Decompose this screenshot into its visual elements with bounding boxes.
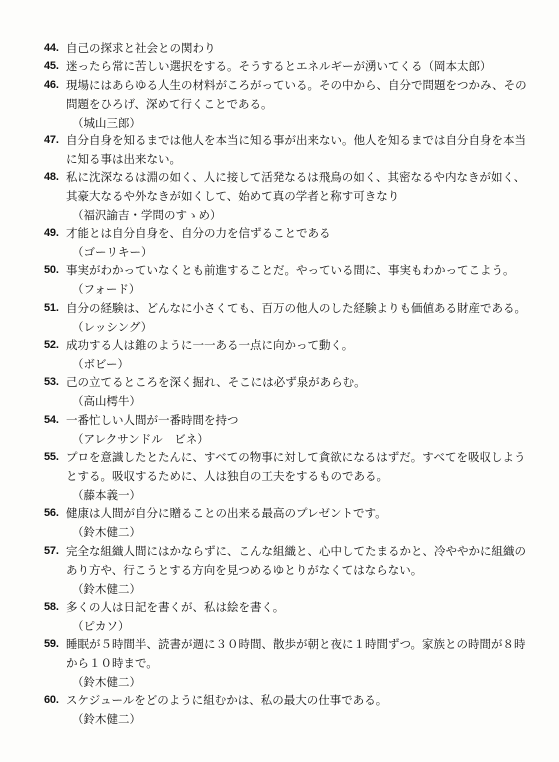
quote-line: あり方や、行こうとする方向を見つめるゆとりがなくてはならない。 xyxy=(66,563,423,577)
quote-line: に知る事は出来ない。 xyxy=(66,152,181,166)
quote-line: 現場にはあらゆる人生の材料がころがっている。その中から、自分で問題をつかみ、その xyxy=(66,78,527,92)
quote-line: 才能とは自分自身を、自分の力を信ずることである xyxy=(66,226,331,240)
quote-author: （フォード） xyxy=(72,282,141,296)
quote-number: 50. xyxy=(44,264,59,276)
quote-line: 其豪大なるや外なきが如くして、始めて真の学者と称す可きなり xyxy=(66,189,400,203)
quote-number: 48. xyxy=(44,171,59,183)
quote-number: 51. xyxy=(44,302,59,314)
quote-author: （レッシング） xyxy=(72,320,153,334)
quote-author: （福沢諭吉・学問のすゝめ） xyxy=(72,208,222,222)
quote-author: （ピカソ） xyxy=(72,619,130,633)
quote-number: 57. xyxy=(44,545,59,557)
quote-number: 56. xyxy=(44,507,59,519)
quote-number: 49. xyxy=(44,227,59,239)
quote-author: （ゴーリキー） xyxy=(72,245,153,259)
quote-number: 44. xyxy=(44,42,59,54)
quote-line: 事実がわかっていなくとも前進することだ。やっている間に、事実もわかってこよう。 xyxy=(66,263,515,277)
quote-author: （鈴木健二） xyxy=(72,582,141,596)
quote-line: 成功する人は錐のように一一ある一点に向かって動く。 xyxy=(66,338,354,352)
quote-author: （アレクサンドル ビネ） xyxy=(72,432,209,446)
quote-number: 45. xyxy=(44,60,59,72)
quote-number: 59. xyxy=(44,638,59,650)
quote-line: 健康は人間が自分に贈ることの出来る最高のプレゼントです。 xyxy=(66,506,387,520)
quote-author: （藤本義一） xyxy=(72,488,141,502)
quote-author: （鈴木健二） xyxy=(72,675,141,689)
quote-author: （鈴木健二） xyxy=(72,525,141,539)
quote-line: 多くの人は日記を書くが、私は絵を書く。 xyxy=(66,600,285,614)
quote-number: 47. xyxy=(44,134,59,146)
quote-number: 46. xyxy=(44,79,59,91)
quote-line: 睡眠が５時間半、読書が週に３０時間、散歩が朝と夜に１時間ずつ。家族との時間が８時 xyxy=(66,637,526,651)
quote-line: 一番忙しい人間が一番時間を持つ xyxy=(66,413,239,427)
quote-number: 60. xyxy=(44,694,59,706)
quote-line: プロを意識したとたんに、すべての物事に対して貪欲になるはずだ。すべてを吸収しよう xyxy=(66,450,526,464)
quote-line: スケジュールをどのように組むかは、私の最大の仕事である。 xyxy=(66,693,388,707)
quote-author: （鈴木健二） xyxy=(72,712,141,726)
quote-line: 迷ったら常に苦しい選択をする。そうするとエネルギーが湧いてくる（岡本太郎） xyxy=(66,59,492,73)
quote-line: 問題をひろげ、深めて行くことである。 xyxy=(66,97,273,111)
quote-line: 自己の探求と社会との関わり xyxy=(66,41,216,55)
quote-author: （ボビー） xyxy=(72,357,130,371)
quote-number: 54. xyxy=(44,414,59,426)
quote-author: （高山樗牛） xyxy=(72,394,141,408)
quote-number: 53. xyxy=(44,376,59,388)
quote-number: 55. xyxy=(44,451,59,463)
quote-line: 自分自身を知るまでは他人を本当に知る事が出来ない。他人を知るまでは自分自身を本当 xyxy=(66,133,526,147)
quote-line: 自分の経験は、どんなに小さくても、百万の他人のした経験よりも価値ある財産である。 xyxy=(66,301,526,315)
quote-line: 己の立てるところを深く掘れ、そこには必ず泉があらむ。 xyxy=(66,375,366,389)
quote-line: 完全な組織人間にはかならずに、こんな組織と、心中してたまるかと、冷ややかに組織の xyxy=(66,544,526,558)
quote-line: とする。吸収するために、人は独自の工夫をするものである。 xyxy=(66,469,388,483)
quote-number: 52. xyxy=(44,339,59,351)
quote-author: （城山三郎） xyxy=(72,116,141,130)
quote-line: から１０時まで。 xyxy=(66,656,158,670)
quote-line: 私に沈深なるは淵の如く、人に接して活発なるは飛鳥の如く、其密なるや内なきが如く、 xyxy=(66,170,526,184)
quote-number: 58. xyxy=(44,601,59,613)
